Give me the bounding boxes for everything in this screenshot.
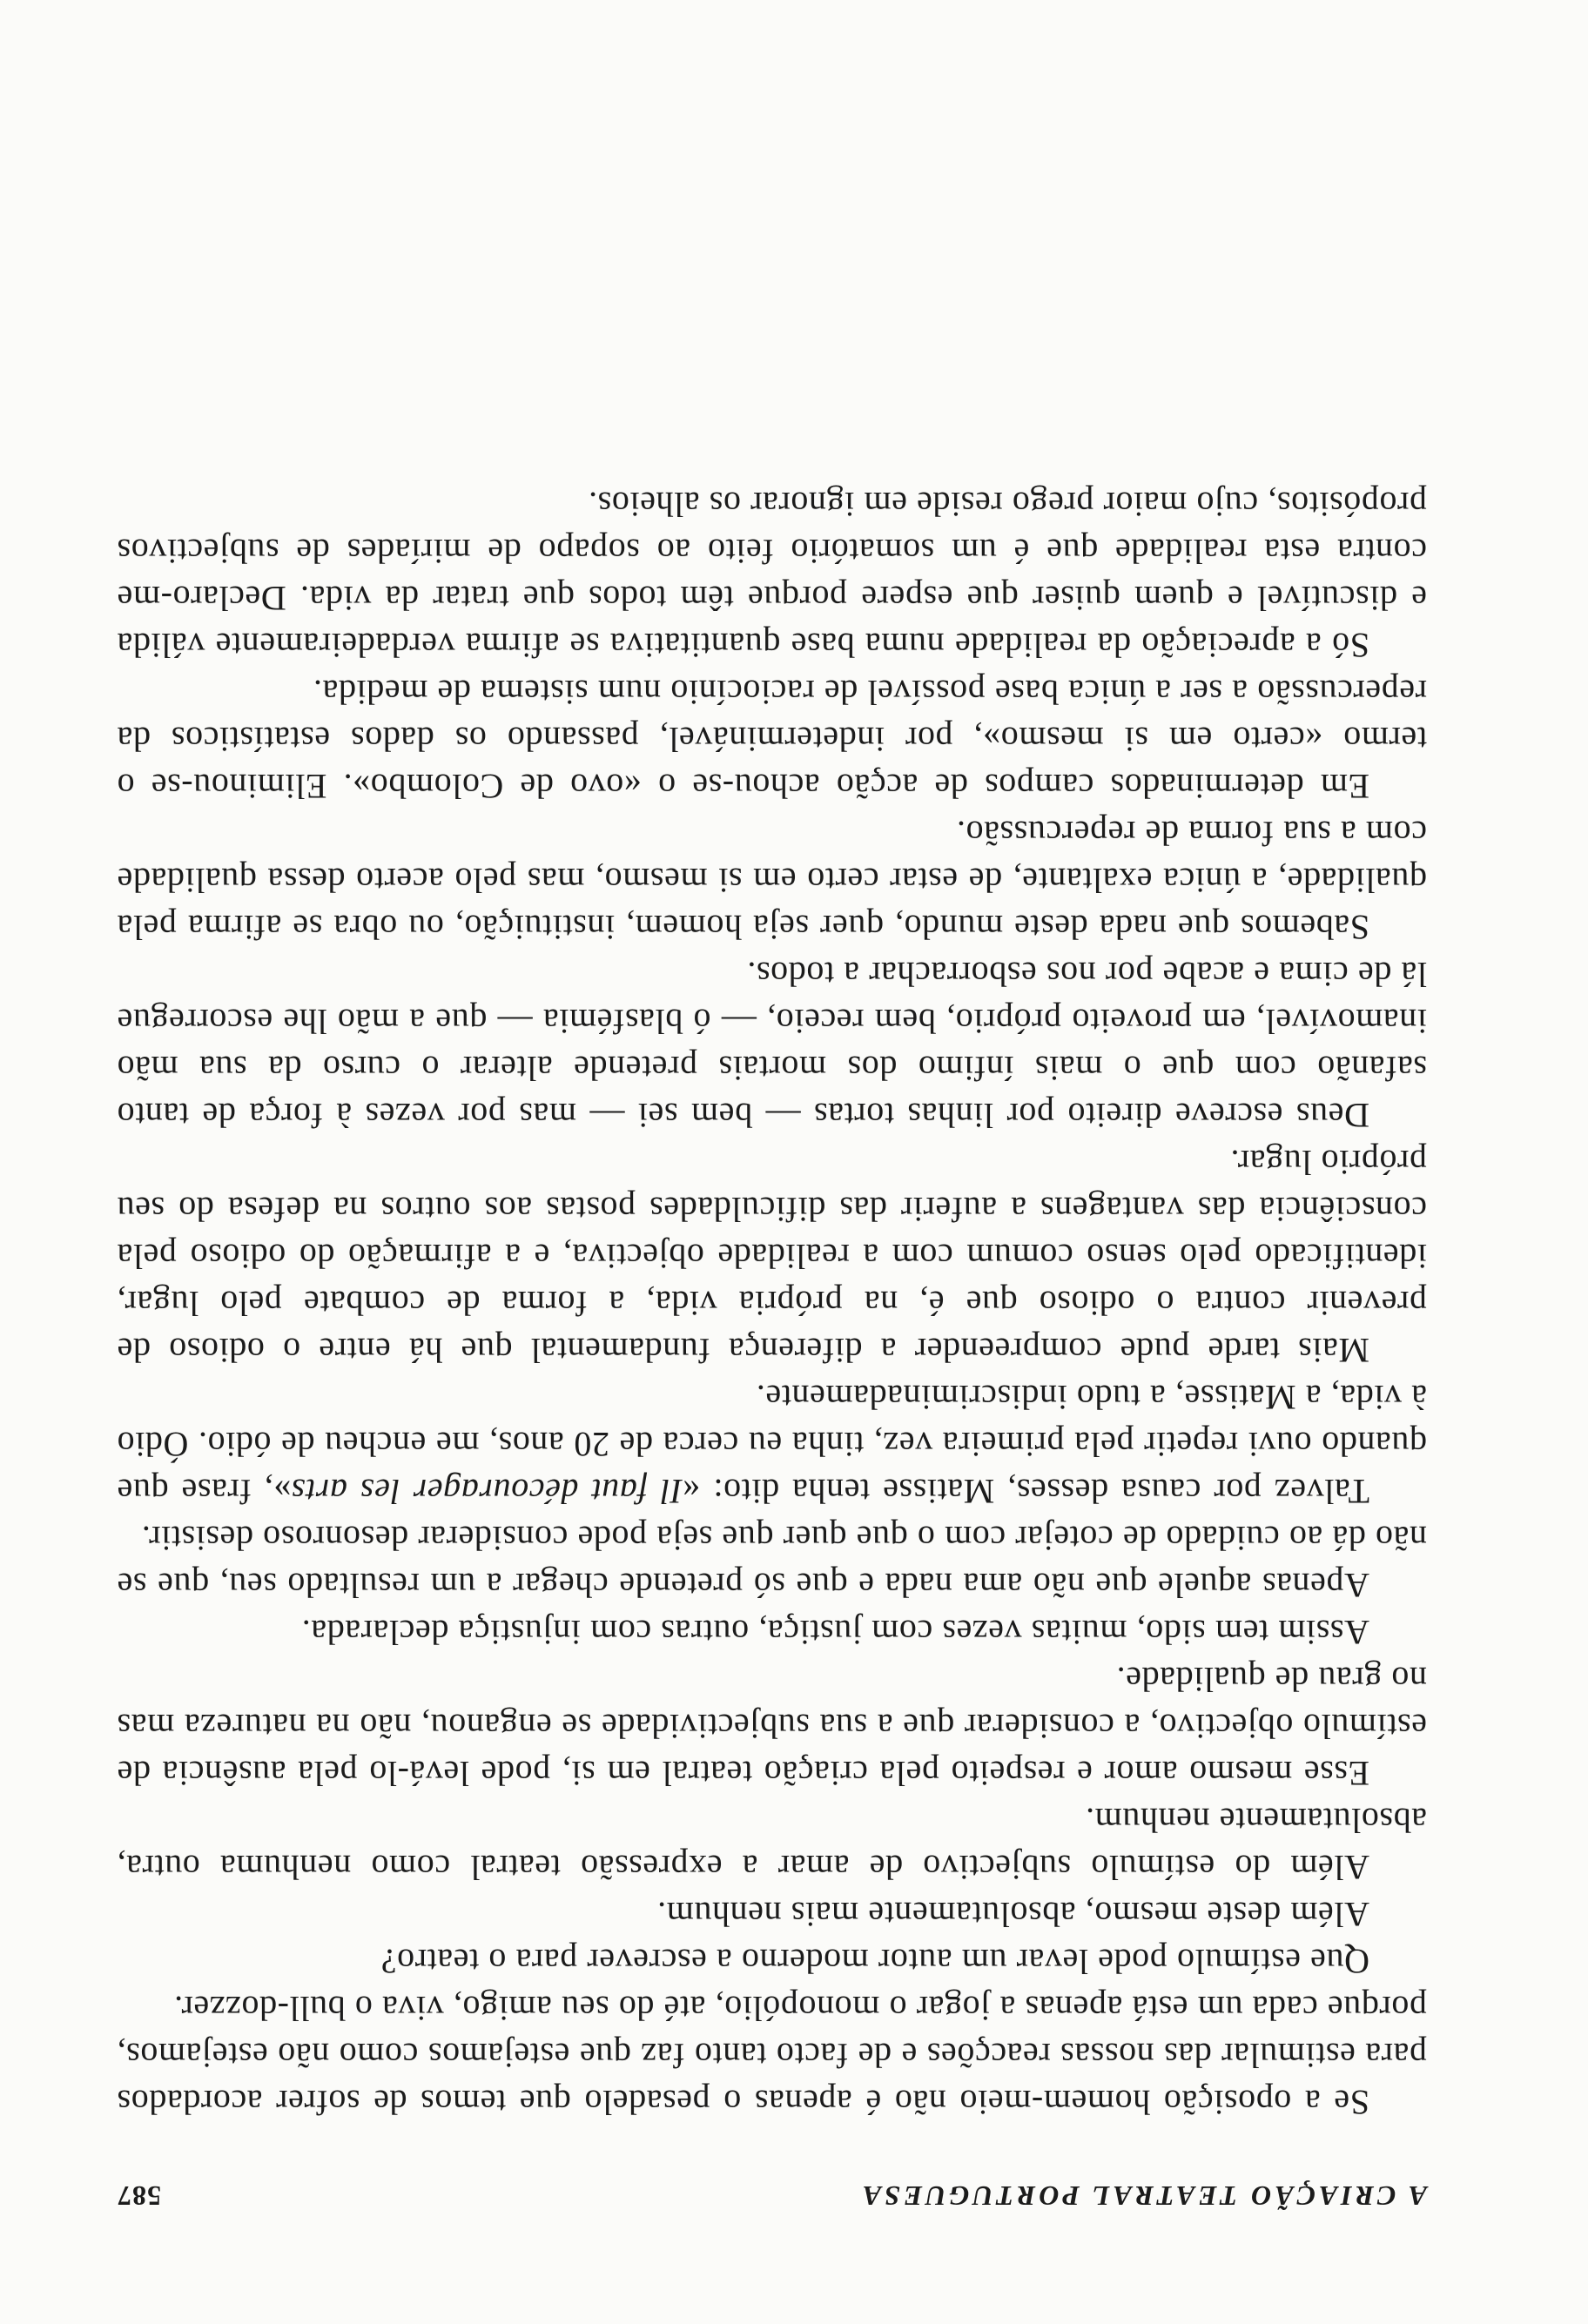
paragraph: Se a oposição homem-meio não é apenas o pesadelo que temos de sofrer acordados para estimular das nossas reacções e de facto tanto faz que estejamos como não estejamos, porque cada um está apenas a jogar o monopólio, até do seu amigo, viva o bull-dozzer. [117,1989,1427,2122]
paragraph: Sabemos que nada deste mundo, quer seja homem, instituição, ou obra se afirma pela qualidade, a única exaltante, de estar certo em si mesmo, mas pelo acerto dessa qualidade com a sua forma de repercussão. [117,814,1427,947]
paragraph: Em determinados campos de acção achou-se o «ovo de Colombo». Eliminou-se o termo «certo em si mesmo», por indeterminável, passando os dados estatísticos da repercussão a ser a única base possível de raciocínio num sistema de medida. [117,673,1427,806]
matisse-quote: Il faut décourager les arts [291,1472,683,1511]
paragraph: Além deste mesmo, absolutamente mais nenhum. [656,1895,1369,1934]
paragraph: Esse mesmo amor e respeito pela criação teatral em si, pode levá-lo pela ausência de estímulo objectivo, a considerar que a sua subjectividade se enganou, não na natureza mas no grau de qualidade. [117,1660,1427,1793]
paragraph: Assim tem sido, muitas vezes com justiça, outras com injustiça declarada. [301,1613,1369,1652]
matisse-text-after: », frase que quando ouvi repetir pela primeira vez, tinha eu cerca de 20 anos, me encheu de ódio. Ódio à vida, a Matisse, a tudo indiscriminadamente. [117,1378,1427,1511]
paragraph: Além do estímulo subjectivo de amar a expressão teatral como nenhuma outra, absolutamente nenhum. [117,1801,1427,1887]
running-header [117,2173,1427,2220]
page-number: 587 [117,2180,161,2212]
matisse-paragraph [117,1374,1427,1515]
paragraph: Só a apreciação da realidade numa base quantitativa se afirma verdadeiramente válida e discutível e quem quiser que espere porque têm todos que tratar da vida. Declaro-me contra esta realidade que é um somatório feito ao sopapo de miríades de subjectivos propósitos, cujo maior prego reside em ignorar os alheios. [117,485,1427,665]
paragraph: Deus escreve direito por linhas tortas — bem sei — mas por vezes à força de tanto safanão com que o mais ínfimo dos mortais pretende alterar o curso da sua mão inamovível, em proveito próprio, bem receio, — ó blasfémia — que a mão lhe escorregue lá de cima e acabe por nos esborrachar a todos. [117,955,1427,1135]
page-text-block [117,480,1427,2220]
running-title: A CRIAÇÃO TEATRAL PORTUGUESA [858,2180,1427,2212]
paragraph: Mais tarde pude compreender a diferença fundamental que há entre o odioso de prevenir contra o odioso que é, na própria vida, a forma de combate pelo lugar, identificado pelo senso comum com a realidade objectiva, e a afirmação do odioso pela consciência das vantagens a auferir das dificuldades postas aos outros na defesa do seu próprio lugar. [117,1143,1427,1370]
paragraph: Apenas aquele que não ama nada e que só pretende chegar a um resultado seu, que se não dá ao cuidado de cotejar com o que quer que seja pode considerar desonroso desistir. [117,1519,1427,1605]
paragraph: Que estímulo pode levar um autor moderno a escrever para o teatro? [380,1942,1369,1981]
matisse-text-before: Talvez por causa desses, Matisse tenha dito: « [682,1472,1369,1511]
